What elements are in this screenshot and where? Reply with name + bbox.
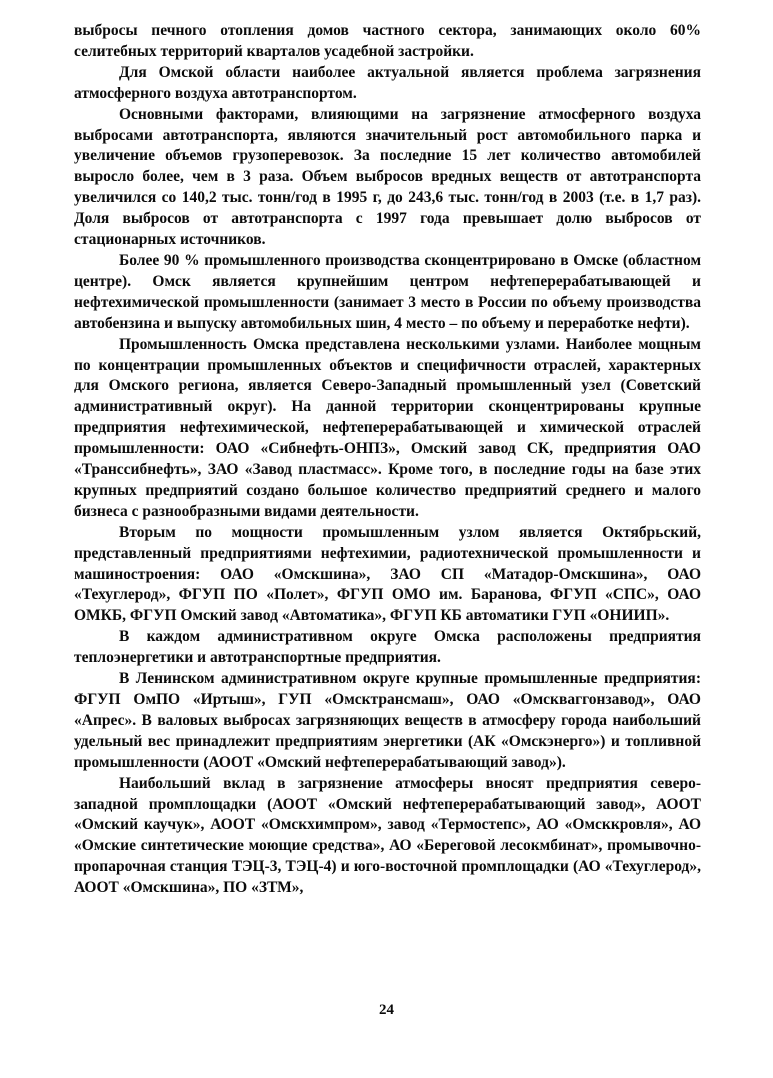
paragraph-continuation: выбросы печного отопления домов частного сектора, занимающих около 60% селитебных территорий кварталов усадебной застройки. <box>74 22 701 60</box>
paragraph: В Ленинском административном округе крупные промышленные предприятия: ФГУП ОмПО «Иртыш», ГУП «Омсктрансмаш», ОАО «Омскваггонзавод», ОАО «Апрес». В валовых выбросах загрязняющих веществ в атмосферу города наибольший удельный вес принадлежит предприятиям энергетики (АК «Омскэнерго») и топливной промышленности (АООТ «Омский нефтеперерабатывающий завод»). <box>74 670 701 771</box>
paragraph: Более 90 % промышленного производства сконцентрировано в Омске (областном центре). Омск является крупнейшим центром нефтеперерабатывающей и нефтехимической промышленности (занимает 3 место в России по объему производства автобензина и выпуску автомобильных шин, 4 место – по объему и переработке нефти). <box>74 251 701 332</box>
paragraph: В каждом административном округе Омска расположены предприятия теплоэнергетики и автотранспортные предприятия. <box>74 628 701 667</box>
paragraph: Промышленность Омска представлена несколькими узлами. Наиболее мощным по концентрации промышленных объектов и специфичности отраслей, характерных для Омского региона, является Северо-Западный промышленный узел (Советский административный округ). На данной территории сконцентрированы крупные предприятия нефтехимической, нефтеперерабатывающей и химической отраслей промышленности: ОАО «Сибнефть-ОНПЗ», Омский завод СК, предприятия ОАО «Транссибнефть», ЗАО «Завод пластмасс». Кроме того, в последние годы на базе этих крупных предприятий создано большое количество предприятий среднего и малого бизнеса с разнообразными видами деятельности. <box>74 335 701 520</box>
page-number: 24 <box>379 1002 394 1018</box>
body-text <box>74 21 701 899</box>
paragraph: Вторым по мощности промышленным узлом является Октябрьский, представленный предприятиями нефтехимии, радиотехнической промышленности и машиностроения: ОАО «Омскшина», ЗАО СП «Матадор-Омскшина», ОАО «Техуглерод», ФГУП ПО «Полет», ФГУП ОМО им. Баранова, ФГУП «СПС», ОАО ОМКБ, ФГУП Омский завод «Автоматика», ФГУП КБ автоматики ГУП «ОНИИП». <box>74 523 701 625</box>
paragraph: Наибольший вклад в загрязнение атмосферы вносят предприятия северо-западной промплощадки (АООТ «Омский нефтеперерабатывающий завод», АООТ «Омский каучук», АООТ «Омскхимпром», завод «Термостепс», АО «Омсккровля», АО «Омские синтетические моющие средства», АО «Береговой лесокмбинат», промывочно-пропарочная станция ТЭЦ-3, ТЭЦ-4) и юго-восточной промплощадки (АО «Техуглерод», АООТ «Омскшина», ПО «ЗТМ», <box>74 774 701 897</box>
paragraph: Для Омской области наиболее актуальной является проблема загрязнения атмосферного воздуха автотранспортом. <box>74 63 701 102</box>
paragraph: Основными факторами, влияющими на загрязнение атмосферного воздуха выбросами автотранспорта, являются значительный рост автомобильного парка и увеличение объемов грузоперевозок. За последние 15 лет количество автомобилей выросло более, чем в 3 раза. Объем выбросов вредных веществ от автотранспорта увеличился со 140,2 тыс. тонн/год в 1995 г, до 243,6 тыс. тонн/год в 2003 (т.е. в 1,7 раз). Доля выбросов от автотранспорта с 1997 года превышает долю выбросов от стационарных источников. <box>74 105 701 249</box>
